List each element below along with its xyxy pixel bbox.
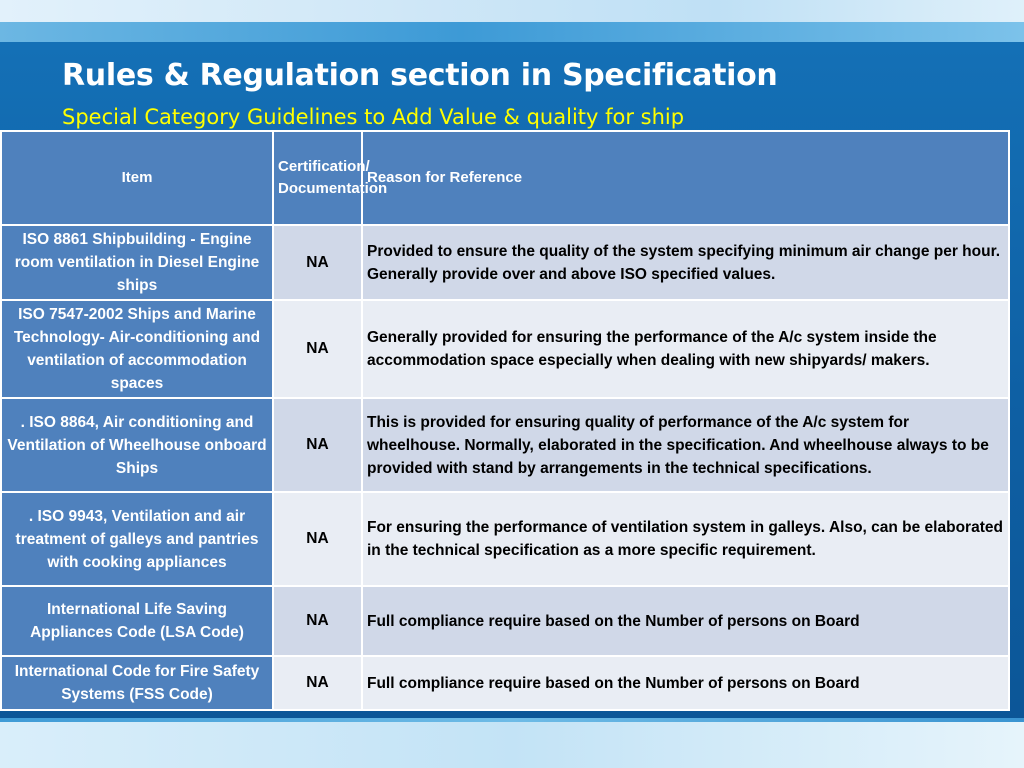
table-row bbox=[1, 586, 1009, 656]
row-certification: NA bbox=[273, 225, 362, 300]
bottom-decorative-band bbox=[0, 722, 1024, 768]
row-item: International Code for Fire Safety Systems (FSS Code) bbox=[1, 656, 273, 710]
row-certification: NA bbox=[273, 656, 362, 710]
table-header-row bbox=[1, 131, 1009, 225]
row-item: . ISO 8864, Air conditioning and Ventilation of Wheelhouse onboard Ships bbox=[1, 398, 273, 492]
table-row bbox=[1, 492, 1009, 586]
row-reason: Full compliance require based on the Number of persons on Board bbox=[362, 656, 1009, 710]
header-certification: Certification/ Documentation bbox=[273, 131, 362, 225]
row-item: . ISO 9943, Ventilation and air treatment of galleys and pantries with cooking appliances bbox=[1, 492, 273, 586]
row-item: International Life Saving Appliances Code (LSA Code) bbox=[1, 586, 273, 656]
slide-title: Rules & Regulation section in Specification bbox=[62, 58, 778, 93]
top-accent-strip bbox=[0, 22, 1024, 42]
row-item: ISO 8861 Shipbuilding - Engine room ventilation in Diesel Engine ships bbox=[1, 225, 273, 300]
table-row bbox=[1, 225, 1009, 300]
row-certification: NA bbox=[273, 586, 362, 656]
table-row bbox=[1, 656, 1009, 710]
row-certification: NA bbox=[273, 300, 362, 398]
row-reason: This is provided for ensuring quality of performance of the A/c system for wheelhouse. Normally, elaborated in the specification. And wheelhouse always to be provided with stand by arrangements in the technical specifications. bbox=[362, 398, 1009, 492]
row-reason: For ensuring the performance of ventilation system in galleys. Also, can be elaborated in the technical specification as a more specific requirement. bbox=[362, 492, 1009, 586]
header-reason: Reason for Reference bbox=[362, 131, 1009, 225]
slide-subtitle: Special Category Guidelines to Add Value & quality for ship bbox=[62, 105, 685, 129]
row-certification: NA bbox=[273, 492, 362, 586]
row-reason: Generally provided for ensuring the performance of the A/c system inside the accommodation space especially when dealing with new shipyards/ makers. bbox=[362, 300, 1009, 398]
row-certification: NA bbox=[273, 398, 362, 492]
table-row bbox=[1, 398, 1009, 492]
header-item: Item bbox=[1, 131, 273, 225]
table-row bbox=[1, 300, 1009, 398]
row-reason: Provided to ensure the quality of the system specifying minimum air change per hour. Generally provide over and above ISO specified values. bbox=[362, 225, 1009, 300]
row-reason: Full compliance require based on the Number of persons on Board bbox=[362, 586, 1009, 656]
regulations-table bbox=[0, 130, 1010, 711]
row-item: ISO 7547-2002 Ships and Marine Technology- Air-conditioning and ventilation of accommodation spaces bbox=[1, 300, 273, 398]
